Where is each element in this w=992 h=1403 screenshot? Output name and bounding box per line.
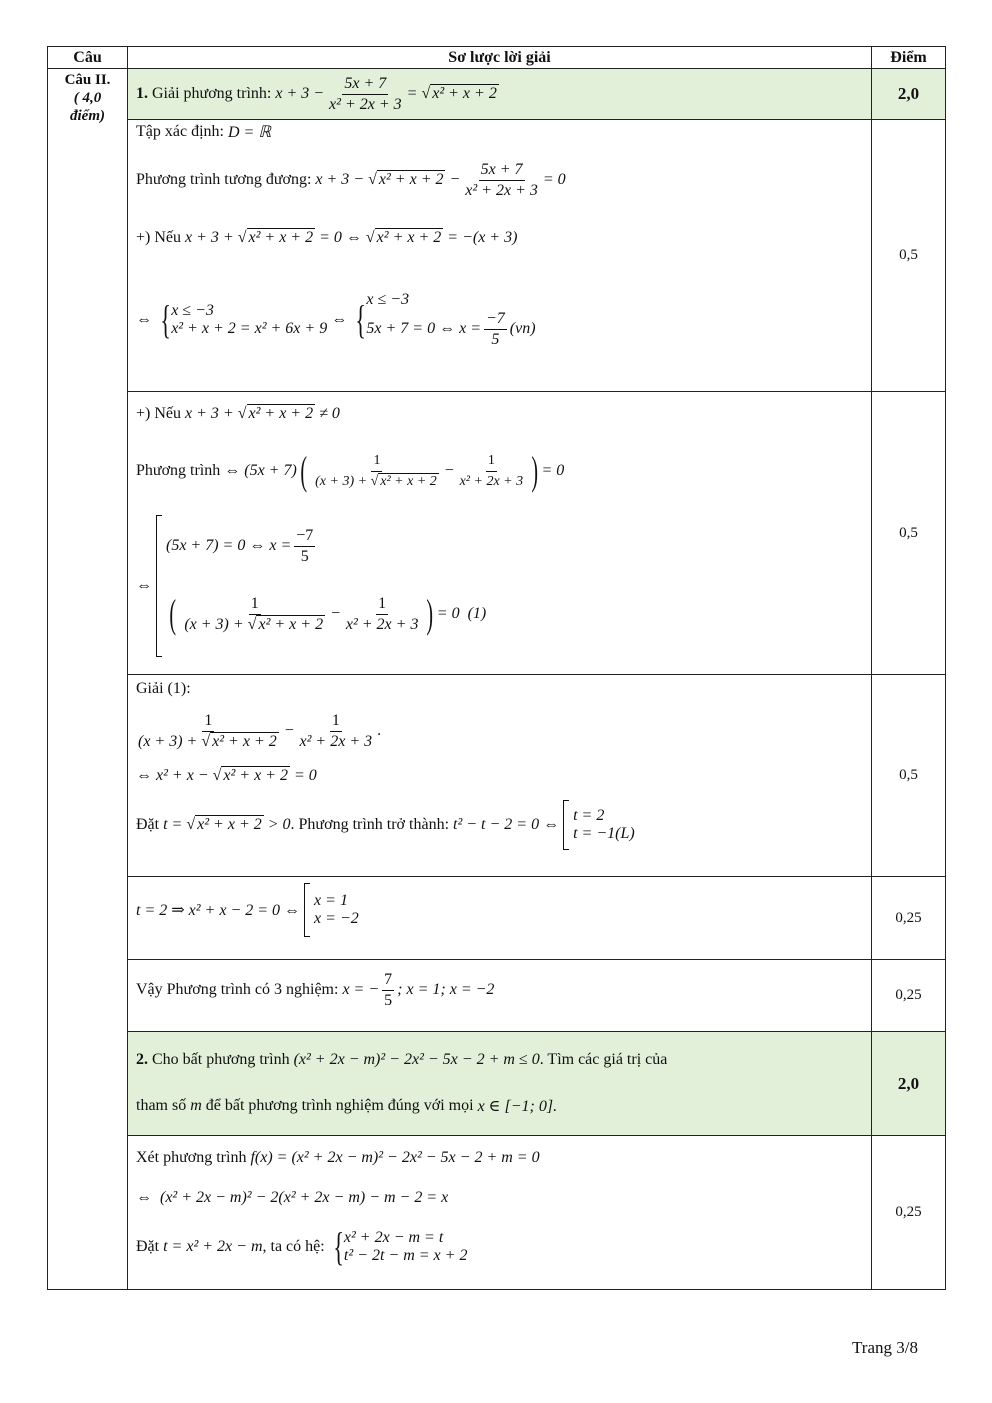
part1-block4-points: 0,25 (872, 877, 946, 960)
part2-block1 (48, 1136, 946, 1290)
part2-text2: . Tìm các giá trị của (539, 1051, 668, 1068)
system-label: , ta có hệ: (262, 1238, 325, 1255)
case2-label: +) Nếu (136, 405, 182, 422)
part1-block2-content: +) Nếu x + 3 + √ x² + x + 2 ≠ 0 Phương trình ⇔ (5x + 7) ( 1 (x + 3) + √ x² + x + 2 − $\frac{1}{\text{x² + 2x + 3}}$ ) = 0 ⇔ (5x + 7) = 0 ⇔ x = $\frac{-7}{5}$ ( 1 (x + 3) + √ x² + x + 2 − $\frac{1}{\text{x² + 2x + 3}}$ ) = 0 (1) (128, 392, 872, 675)
part1-block1-content: Tập xác định: D = ℝ Phương trình tương đương: x + 3 − √ x² + x + 2 − $\frac{5x + 7}{\text{x² + 2x + 3}}$ = 0 +) Nếu x + 3 + √ x² + x + 2 = 0 ⇔ √ x² + x + 2 = −(x + 3) ⇔ { x ≤ −3 x² + x + 2 = x² + 6x + 9 ⇔ { x ≤ −3 5x + 7 = 0 ⇔ x = −7 5 (vn) (128, 120, 872, 392)
header-points: Điểm (872, 47, 946, 69)
part2-number: 2. (136, 1051, 148, 1068)
part1-block3 (48, 675, 946, 877)
part1-block5-content: Vậy Phương trình có 3 nghiệm: x = − $\frac{7}{5}$ ; x = 1; x = −2 (128, 960, 872, 1032)
part1-block3-content: Giải (1): 1 (x + 3) + √ x² + x + 2 − $\frac{1}{\text{x² + 2x + 3}}$ . ⇔ x² + x − √ x² + x + 2 = 0 Đặt t = √ x² + x + 2 > 0 . Phương trình trở thành: t² − t − 2 = 0 ⇔ t = 2 t = −1(L) (128, 675, 872, 877)
part1-title-row (48, 69, 946, 120)
part1-block2 (48, 392, 946, 675)
page-number: Trang 3/8 (852, 1338, 918, 1357)
part2-text3: tham số (136, 1097, 187, 1114)
part1-block4-content: t = 2 ⇒ x² + x − 2 = 0 ⇔ x = 1 x = −2 (128, 877, 872, 960)
header-solution: Sơ lược lời giải (128, 47, 872, 69)
solve-label: Giải (136, 680, 164, 697)
substitution-mid: . Phương trình trở thành: (290, 816, 450, 833)
part2-title-row (48, 1032, 946, 1136)
domain-label: Tập xác định: (136, 123, 224, 140)
part2-block1-content: Xét phương trình f(x) = (x² + 2x − m)² − 2x² − 5x − 2 + m = 0 ⇔ (x² + 2x − m)² − 2(x² + 2x − m) − m − 2 = x Đặt t = x² + 2x − m , ta có hệ: { x² + 2x − m = t t² − 2t − m = x + 2 (128, 1136, 872, 1290)
part1-block3-points: 0,5 (872, 675, 946, 877)
header-cau: Câu (48, 47, 128, 69)
part2-text4: để bất phương trình nghiệm đúng với mọi (205, 1097, 474, 1114)
consider-label: Xét phương trình (136, 1149, 247, 1166)
equation-label: Phương trình (136, 462, 221, 479)
part1-block2-points: 0,5 (872, 392, 946, 675)
question-points: ( 4,0 (73, 90, 102, 106)
conclusion-text: Vậy Phương trình có 3 nghiệm: (136, 981, 339, 998)
part1-title: 1. Giải phương trình: x + 3 − $\frac{5x + 7}{\text{x² + 2x + 3}}$ = √ x² + x + 2 (128, 69, 872, 120)
set-label: Đặt (136, 1238, 160, 1255)
header-row (48, 47, 946, 69)
part2-text1: Cho bất phương trình (152, 1051, 290, 1068)
part1-points: 2,0 (872, 69, 946, 120)
equivalent-label: Phương trình tương đương: (136, 171, 312, 188)
part2-points: 2,0 (872, 1032, 946, 1136)
domain-math: D = ℝ (227, 124, 271, 141)
part1-title-text: Giải phương trình: (152, 85, 272, 102)
part1-block5-points: 0,25 (872, 960, 946, 1032)
solution-table (47, 46, 946, 1290)
case1-label: +) Nếu (136, 229, 182, 246)
part2-title: 2. Cho bất phương trình (x² + 2x − m)² − 2x² − 5x − 2 + m ≤ 0 . Tìm các giá trị của tham số m để bất phương trình nghiệm đúng với mọi x ∈ [−1; 0]. (128, 1032, 872, 1136)
substitution-label: Đặt (136, 816, 160, 833)
part1-block4 (48, 877, 946, 960)
part1-number: 1. (136, 85, 148, 102)
part1-block1-points: 0,5 (872, 120, 946, 392)
question-points-unit: điểm) (70, 108, 105, 124)
question-label-cell (48, 69, 128, 1290)
part1-block5 (48, 960, 946, 1032)
question-label: Câu II. (64, 72, 111, 88)
solve-ref: (1): (167, 680, 191, 697)
part1-block1 (48, 120, 946, 392)
part2-block1-points: 0,25 (872, 1136, 946, 1290)
